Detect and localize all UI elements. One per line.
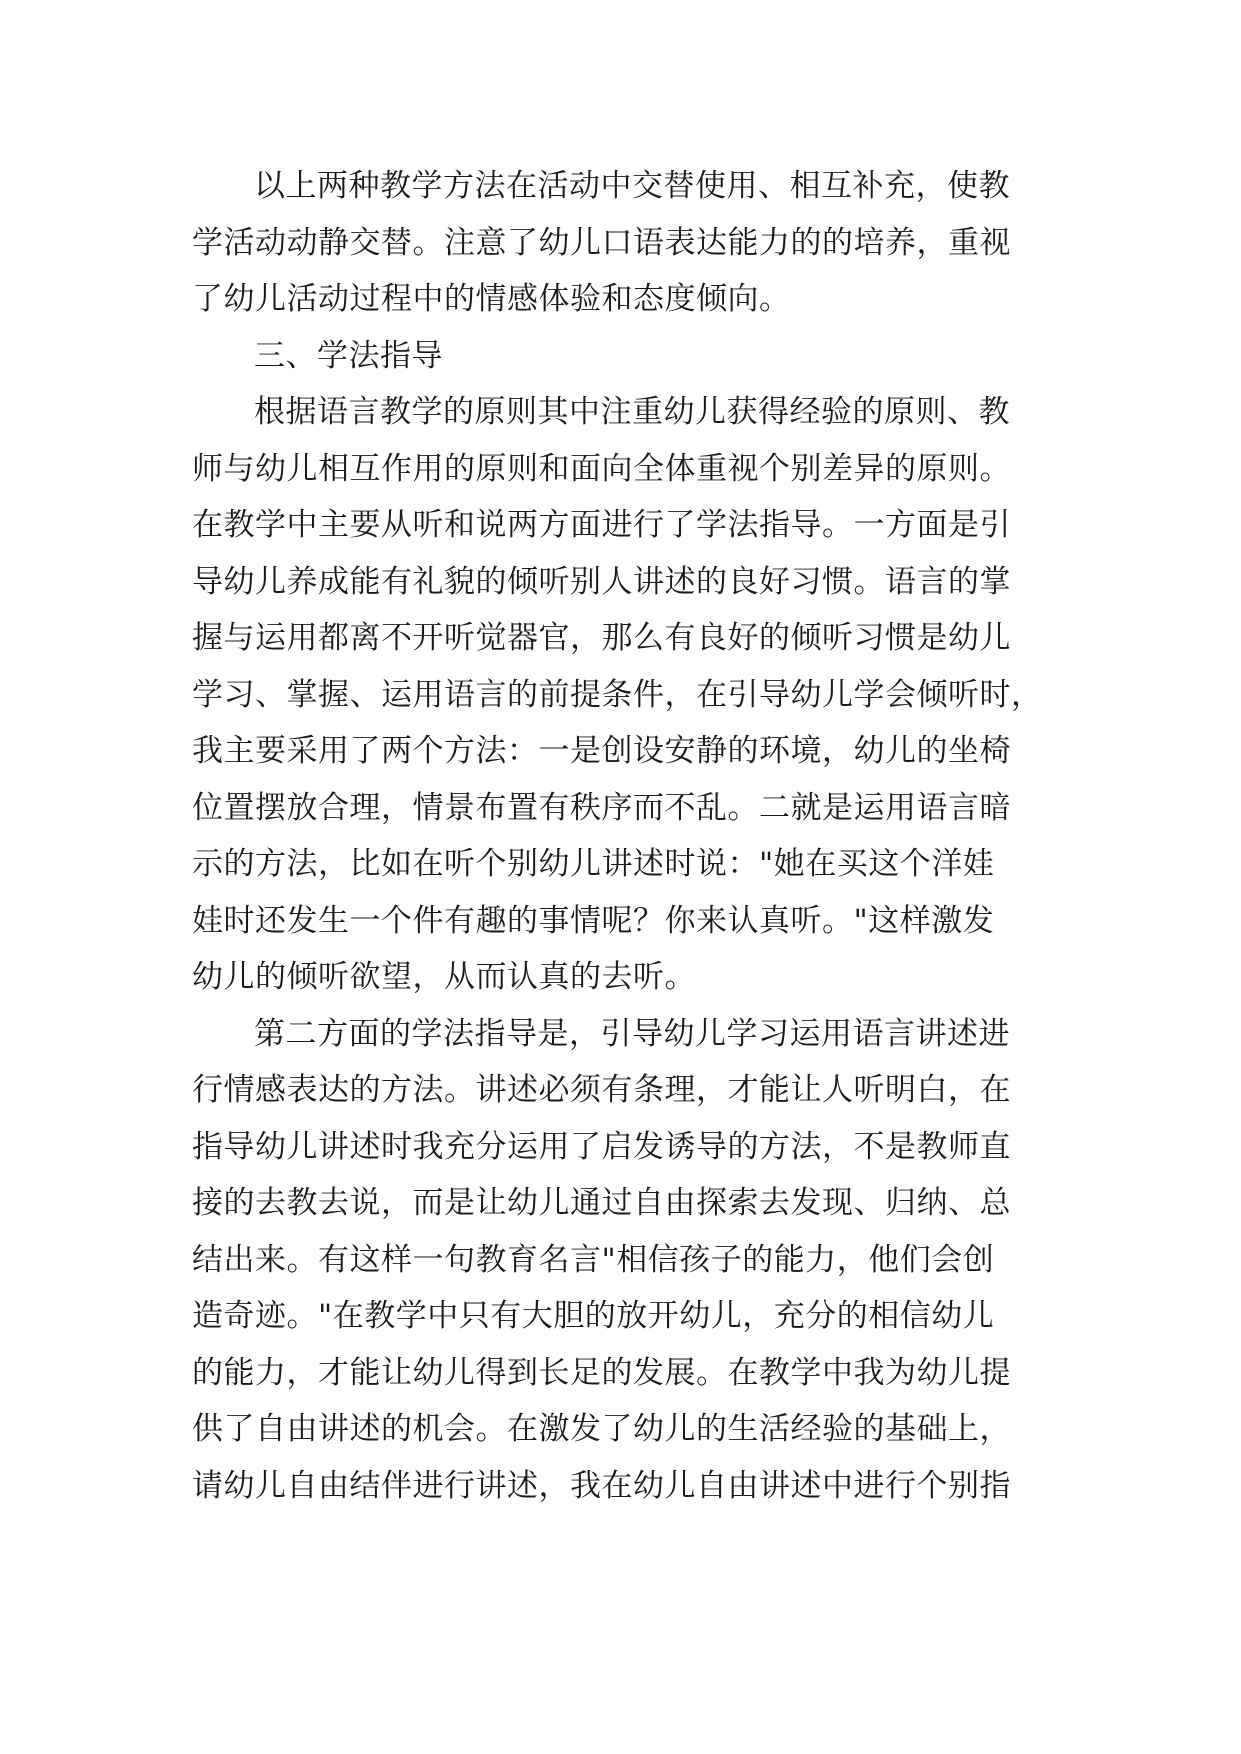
paragraph-line: 学活动动静交替。注意了幼儿口语表达能力的的培养，重视: [192, 224, 1011, 261]
paragraph-line: 示的方法，比如在听个别幼儿讲述时说："她在买这个洋娃: [192, 846, 995, 882]
paragraph-line: 接的去教去说，而是让幼儿通过自由探索去发现、归纳、总: [192, 1185, 1011, 1221]
paragraph-line: 导幼儿养成能有礼貌的倾听别人讲述的良好习惯。语言的掌: [192, 563, 1011, 600]
paragraph-line: 根据语言教学的原则其中注重幼儿获得经验的原则、教: [254, 394, 1010, 430]
paragraph-line: 指导幼儿讲述时我充分运用了启发诱导的方法，不是教师直: [192, 1128, 1011, 1165]
paragraph-line: 结出来。有这样一句教育名言"相信孩子的能力，他们会创: [192, 1241, 995, 1278]
paragraph-line: 幼儿的倾听欲望，从而认真的去听。: [192, 959, 696, 995]
paragraph-line: 我主要采用了两个方法：一是创设安静的环境，幼儿的坐椅: [192, 733, 1011, 769]
paragraph-line: 以上两种教学方法在活动中交替使用、相互补充，使教: [254, 168, 1010, 204]
paragraph-line: 握与运用都离不开听觉器官，那么有良好的倾听习惯是幼儿: [192, 620, 1011, 656]
paragraph-line: 行情感表达的方法。讲述必须有条理，才能让人听明白，在: [192, 1072, 1011, 1108]
paragraph-line: 师与幼儿相互作用的原则和面向全体重视个别差异的原则。: [192, 450, 1011, 487]
paragraph-line: 学习、掌握、运用语言的前提条件，在引导幼儿学会倾听时，: [192, 676, 1043, 713]
paragraph-line: 的能力，才能让幼儿得到长足的发展。在教学中我为幼儿提: [192, 1354, 1011, 1391]
document-body: [192, 158, 1052, 1514]
paragraph-line: 娃时还发生一个件有趣的事情呢？你来认真听。"这样激发: [192, 902, 995, 939]
paragraph-line: 供了自由讲述的机会。在激发了幼儿的生活经验的基础上，: [192, 1411, 1011, 1447]
paragraph-line: 造奇迹。"在教学中只有大胆的放开幼儿，充分的相信幼儿: [192, 1298, 995, 1334]
paragraph-line: 请幼儿自由结伴进行讲述，我在幼儿自由讲述中进行个别指: [192, 1467, 1011, 1504]
paragraph-line: 第二方面的学法指导是，引导幼儿学习运用语言讲述进: [254, 1015, 1010, 1052]
paragraph-line: 位置摆放合理，情景布置有秩序而不乱。二就是运用语言暗: [192, 789, 1011, 826]
paragraph-line: 在教学中主要从听和说两方面进行了学法指导。一方面是引: [192, 507, 1011, 543]
paragraph-line: 了幼儿活动过程中的情感体验和态度倾向。: [192, 281, 791, 317]
section-heading: 三、学法指导: [254, 337, 443, 374]
